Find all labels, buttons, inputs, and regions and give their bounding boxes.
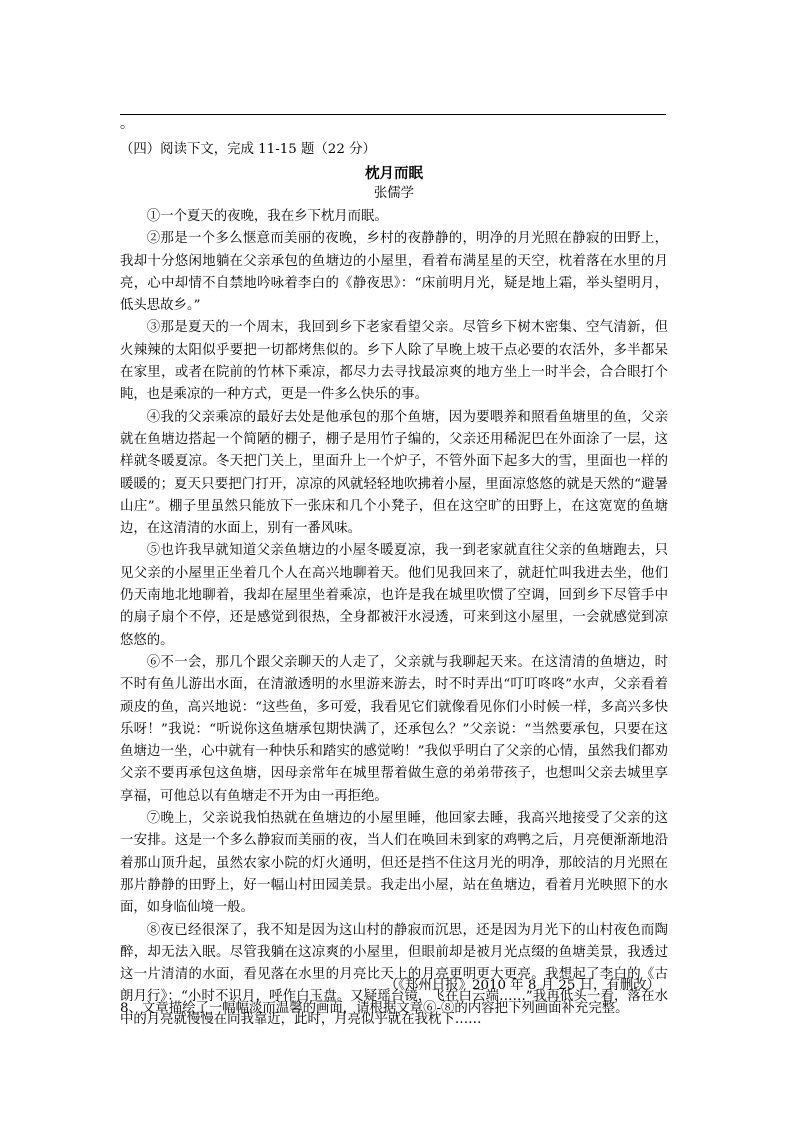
- paragraph-5: ⑤也许我早就知道父亲鱼塘边的小屋冬暖夏凉，我一到老家就直往父亲的鱼塘跑去，只见父亲的小屋里正坐着几个人在高兴地聊着天。他们见我回来了，就赶忙叫我进去坐，他们仍天南地北地聊着，我却在屋里坐着乘凉，也许是我在城里吹惯了空调，回到乡下尽管手中的扇子扇个不停，还是感觉到很热，全身都被汗水浸透，可来到这小屋里，一会就感觉到凉悠悠的。: [120, 543, 668, 648]
- question-8: 8、文章描绘了一幅幅淡而温馨的画面，请根据文章⑥-⑧的内容把下列画面补充完整。: [120, 1001, 629, 1016]
- paragraph-8: ⑧夜已经很深了，我不知是因为这山村的静寂而沉思，还是因为月光下的山村夜色而陶醉，却无法入眠。尽管我躺在这凉爽的小屋里，但眼前却是被月光点缀的鱼塘美景，我透过这一片清清的水面，看见落在水里的月亮比天上的月亮更明更大更亮。我想起了李白的《古朗月行》：“小时不识月，呼作白玉盘。又疑瑶台镜，飞在白云端……”我再低头一看，落在水中的月亮就慢慢在向我靠近，此时，月亮似乎就在我枕下……: [120, 922, 668, 1027]
- section-header: （四）阅读下文，完成 11-15 题（22 分）: [120, 142, 376, 157]
- article-body: [120, 206, 668, 1031]
- leading-period: 。: [120, 116, 134, 132]
- paragraph-6: ⑥不一会，那几个跟父亲聊天的人走了，父亲就与我聊起天来。在这清清的鱼塘边，时不时有鱼儿游出水面，在清澈透明的水里游来游去，时不时弄出“叮叮咚咚”水声，父亲看着顽皮的鱼，高兴地说：“这些鱼，多可爱，我看见它们就像看见你们小时候一样，多高兴多快乐呀！”我说：“听说你这鱼塘承包期快满了，还承包么？”父亲说：“当然要承包，只要在这鱼塘边一坐，心中就有一种快乐和踏实的感觉哟！”我似乎明白了父亲的心情，虽然我们都劝父亲不要再承包这鱼塘，因母亲常年在城里帮着做生意的弟弟带孩子，也想叫父亲去城里享享福，可他总以有鱼塘走不开为由一再拒绝。: [120, 654, 668, 804]
- article-source: （《郑州日报》2010 年 8 月 25 日，有删改）: [384, 978, 660, 993]
- paragraph-4: ④我的父亲乘凉的最好去处是他承包的那个鱼塘，因为要喂养和照看鱼塘里的鱼，父亲就在鱼塘边搭起一个简陋的棚子，棚子是用竹子编的，父亲还用稀泥巴在外面涂了一层，这样就冬暖夏凉。冬天把门关上，里面升上一个炉子，不管外面下起多大的雪，里面也一样的暖暖的；夏天只要把门打开，凉凉的风就轻轻地吹拂着小屋，里面凉悠悠的就是天然的“避暑山庄”。棚子里虽然只能放下一张床和几个小凳子，但在这空旷的田野上，在这宽宽的鱼塘边，在这清清的水面上，别有一番风味。: [120, 409, 668, 537]
- paragraph-1: ①一个夏天的夜晚，我在乡下枕月而眠。: [146, 209, 388, 224]
- paragraph-7: ⑦晚上，父亲说我怕热就在鱼塘边的小屋里睡，他回家去睡，我高兴地接受了父亲的这一安排。这是一个多么静寂而美丽的夜，当人们在唤回未到家的鸡鸭之后，月亮便渐渐地沿着那山顶升起，虽然农家小院的灯火通明，但还是挡不住这月光的明净，那皎洁的月光照在那片静静的田野上，好一幅山村田园美景。我走出小屋，站在鱼塘边，看着月光映照下的水面，如身临仙境一般。: [120, 811, 668, 916]
- paragraph-3: ③那是夏天的一个周末，我回到乡下老家看望父亲。尽管乡下树木密集、空气清新，但火辣辣的太阳似乎要把一切都烤焦似的。乡下人除了早晚上坡干点必要的农活外，多半都呆在家里，或者在院前的竹林下乘凉，都尽力去寻找最凉爽的地方坐上一时半会，合合眼打个盹，也是乘凉的一种方式，更是一件多么快乐的事。: [120, 320, 668, 403]
- article-author: 张儒学: [373, 186, 415, 201]
- paragraph-2: ②那是一个多么惬意而美丽的夜晚，乡村的夜静静的，明净的月光照在静寂的田野上，我却十分悠闲地躺在父亲承包的鱼塘边的小屋里，看着布满星星的天空，枕着落在水里的月亮，心中却情不自禁地吟咏着李白的《静夜思》：“床前明月光，疑是地上霜，举头望明月，低头思故乡。”: [120, 231, 668, 314]
- article-title: 枕月而眠: [365, 165, 423, 182]
- answer-blank-line: [120, 114, 666, 115]
